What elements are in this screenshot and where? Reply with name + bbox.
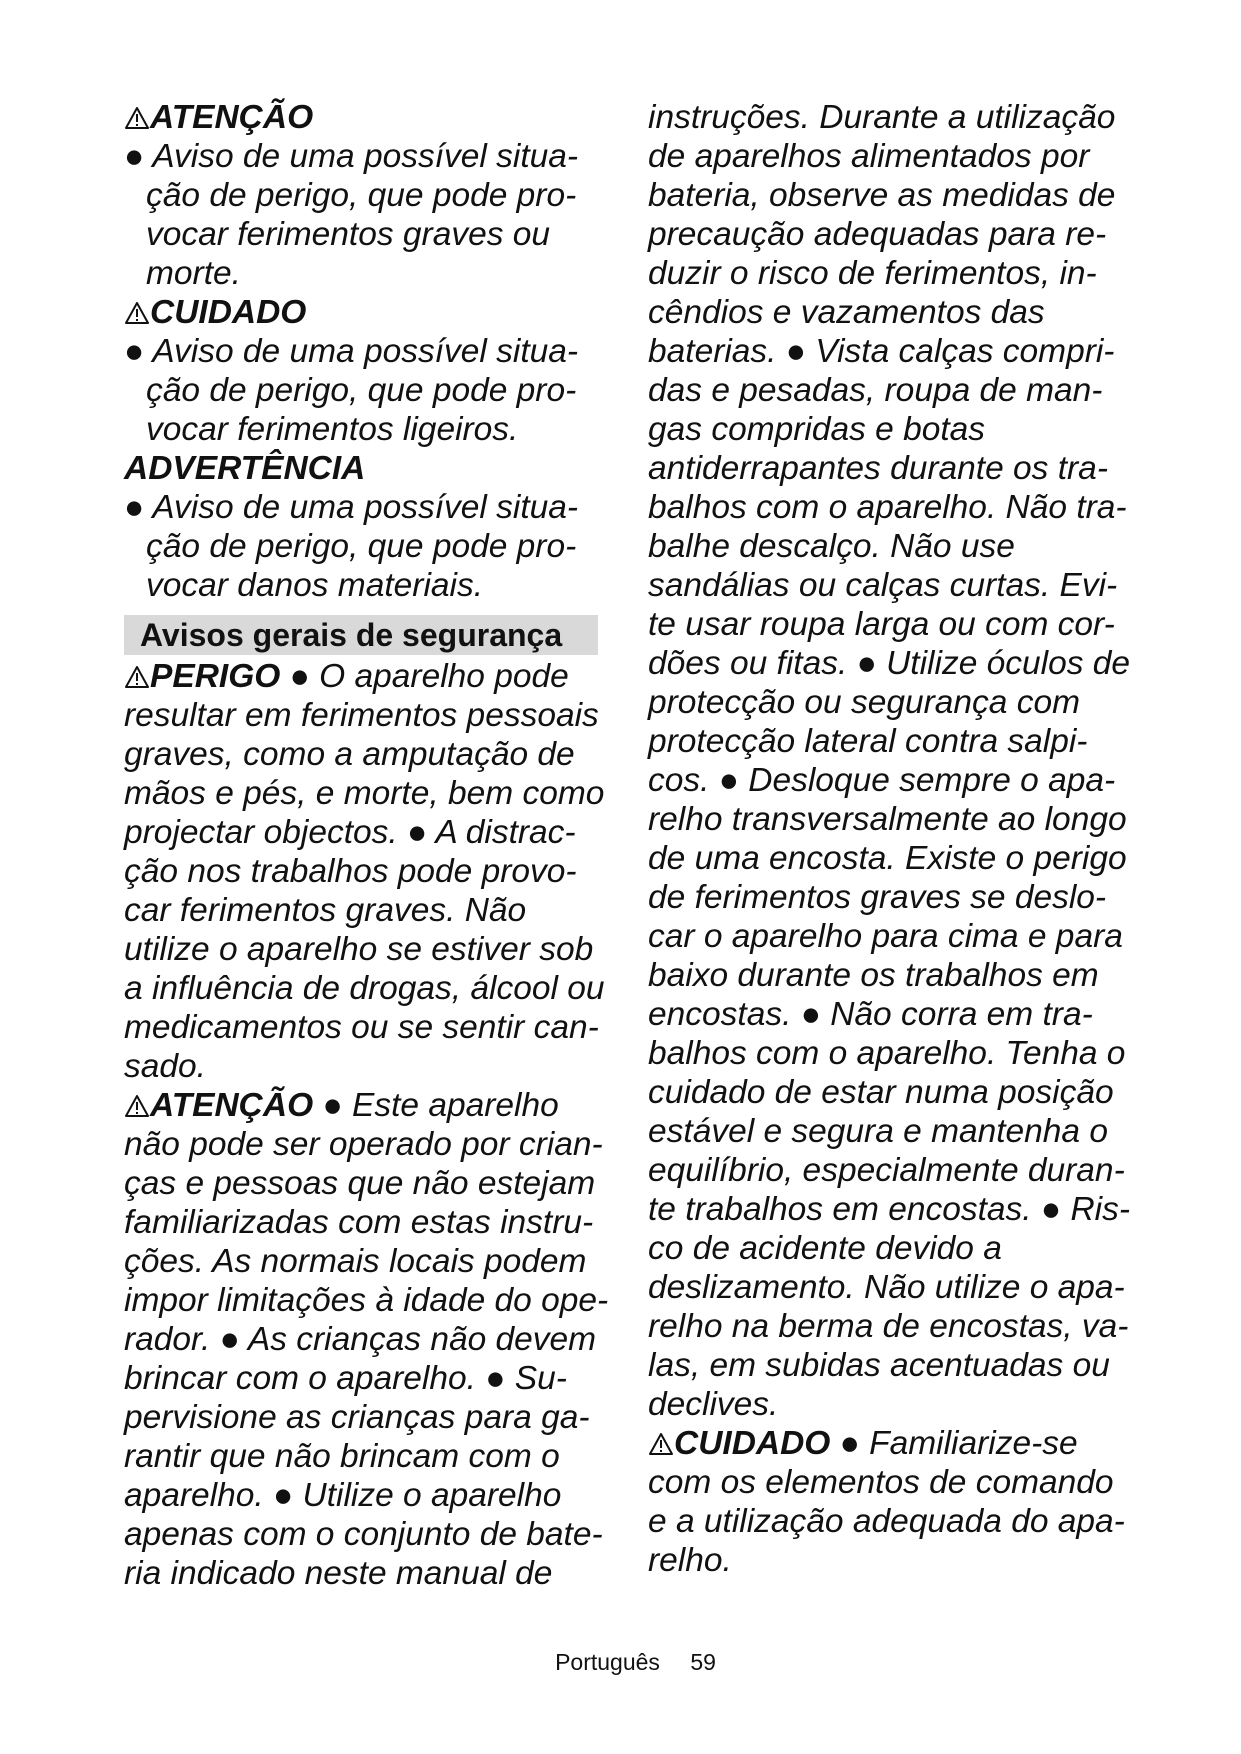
body-line: car o aparelho para cima e para	[648, 918, 1123, 955]
cuidado2-heading: CUIDADO	[648, 1425, 830, 1462]
body-line: cuidado de estar numa posição	[648, 1074, 1114, 1111]
body-line: balhos com o aparelho. Não tra-	[648, 489, 1127, 526]
atencao2-line: pervisione as crianças para ga-	[124, 1399, 590, 1436]
body-line: te trabalhos em encostas. ● Ris-	[648, 1191, 1130, 1228]
section-heading: Avisos gerais de segurança	[124, 615, 598, 655]
atencao2-line: rantir que não brincam com o	[124, 1438, 560, 1475]
cuidado2-line: relho.	[648, 1542, 732, 1579]
left-column	[124, 98, 609, 1593]
perigo-line: mãos e pés, e morte, bem como	[124, 775, 605, 812]
perigo-line: resultar em ferimentos pessoais	[124, 697, 599, 734]
warning-triangle-icon	[124, 1094, 150, 1118]
atencao2-line: apenas com o conjunto de bate-	[124, 1516, 603, 1553]
body-line: declives.	[648, 1386, 779, 1423]
warning-triangle-icon	[124, 665, 150, 689]
body-line: equilíbrio, especialmente duran-	[648, 1152, 1125, 1189]
body-line: balhos com o aparelho. Tenha o	[648, 1035, 1126, 1072]
perigo-line: utilize o aparelho se estiver sob	[124, 931, 594, 968]
body-line: das e pesadas, roupa de man-	[648, 372, 1103, 409]
perigo-line: ção nos trabalhos pode provo-	[124, 853, 577, 890]
page-number: 59	[690, 1649, 716, 1675]
body-line: balhe descalço. Não use	[648, 528, 1015, 565]
cuidado-line: vocar ferimentos ligeiros.	[146, 411, 519, 448]
body-line: sandálias ou calças curtas. Evi-	[648, 567, 1118, 604]
warning-triangle-icon	[124, 301, 150, 325]
perigo-heading: PERIGO	[124, 658, 280, 695]
body-line: relho transversalmente ao longo	[648, 801, 1127, 838]
body-line: instruções. Durante a utilização	[648, 99, 1116, 136]
cuidado-line: ● Aviso de uma possível situa-	[124, 333, 579, 370]
body-line: cêndios e vazamentos das	[648, 294, 1045, 331]
body-line: deslizamento. Não utilize o apa-	[648, 1269, 1125, 1306]
atencao-line: vocar ferimentos graves ou	[146, 216, 551, 253]
body-line: te usar roupa larga ou com cor-	[648, 606, 1115, 643]
advertencia-line: vocar danos materiais.	[146, 567, 484, 604]
body-line: dões ou fitas. ● Utilize óculos de	[648, 645, 1131, 682]
perigo-line: projectar objectos. ● A distrac-	[124, 814, 576, 851]
atencao2-line: não pode ser operado por crian-	[124, 1126, 603, 1163]
perigo-line: graves, como a amputação de	[124, 736, 575, 773]
body-line: de uma encosta. Existe o perigo	[648, 840, 1127, 877]
body-line: precaução adequadas para re-	[648, 216, 1107, 253]
body-line: gas compridas e botas	[648, 411, 986, 448]
body-line: encostas. ● Não corra em tra-	[648, 996, 1093, 1033]
body-line: protecção ou segurança com	[648, 684, 1081, 721]
body-line: de ferimentos graves se deslo-	[648, 879, 1107, 916]
atencao-line: ● Aviso de uma possível situa-	[124, 138, 579, 175]
atencao2-line: rador. ● As crianças não devem	[124, 1321, 597, 1358]
perigo-line: a influência de drogas, álcool ou	[124, 970, 605, 1007]
atencao-line: ção de perigo, que pode pro-	[146, 177, 577, 214]
atencao-line: morte.	[146, 255, 241, 292]
cuidado2-line: com os elementos de comando	[648, 1464, 1114, 1501]
advertencia-line: ● Aviso de uma possível situa-	[124, 489, 579, 526]
body-line: estável e segura e mantenha o	[648, 1113, 1109, 1150]
perigo-line: car ferimentos graves. Não	[124, 892, 527, 929]
body-line: las, em subidas acentuadas ou	[648, 1347, 1110, 1384]
atencao2-line: impor limitações à idade do ope-	[124, 1282, 609, 1319]
body-line: bateria, observe as medidas de	[648, 177, 1116, 214]
cuidado2-line: e a utilização adequada do apa-	[648, 1503, 1125, 1540]
atencao2-line: brincar com o aparelho. ● Su-	[124, 1360, 567, 1397]
body-line: duzir o risco de ferimentos, in-	[648, 255, 1097, 292]
page-footer	[0, 1648, 1241, 1676]
atencao2-line: familiarizadas com estas instru-	[124, 1204, 594, 1241]
atencao2-first-line: ATENÇÃO ● Este aparelho	[124, 1086, 602, 1125]
footer-language: Português	[555, 1649, 660, 1675]
warning-triangle-icon	[648, 1432, 674, 1456]
perigo-line: sado.	[124, 1048, 206, 1085]
body-line: baixo durante os trabalhos em	[648, 957, 1099, 994]
right-column	[648, 98, 1131, 1580]
atencao2-heading: ATENÇÃO	[124, 1087, 313, 1124]
body-line: co de acidente devido a	[648, 1230, 1002, 1267]
atencao2-line: ções. As normais locais podem	[124, 1243, 587, 1280]
advertencia-line: ção de perigo, que pode pro-	[146, 528, 577, 565]
perigo-line: medicamentos ou se sentir can-	[124, 1009, 599, 1046]
body-line: antiderrapantes durante os tra-	[648, 450, 1108, 487]
atencao2-line: ças e pessoas que não estejam	[124, 1165, 596, 1202]
atencao-heading: ATENÇÃO	[124, 98, 602, 137]
cuidado-line: ção de perigo, que pode pro-	[146, 372, 577, 409]
cuidado2-first-line: CUIDADO ● Familiarize-se	[648, 1424, 1126, 1463]
atencao2-line: aparelho. ● Utilize o aparelho	[124, 1477, 562, 1514]
atencao2-line: ria indicado neste manual de	[124, 1555, 553, 1592]
body-line: cos. ● Desloque sempre o apa-	[648, 762, 1116, 799]
warning-triangle-icon	[124, 106, 150, 130]
body-line: protecção lateral contra salpi-	[648, 723, 1088, 760]
body-line: baterias. ● Vista calças compri-	[648, 333, 1115, 370]
perigo-first-line: PERIGO ● O aparelho pode	[124, 657, 602, 696]
body-line: relho na berma de encostas, va-	[648, 1308, 1129, 1345]
cuidado-heading: CUIDADO	[124, 293, 602, 332]
advertencia-heading: ADVERTÊNCIA	[124, 450, 366, 487]
body-line: de aparelhos alimentados por	[648, 138, 1090, 175]
